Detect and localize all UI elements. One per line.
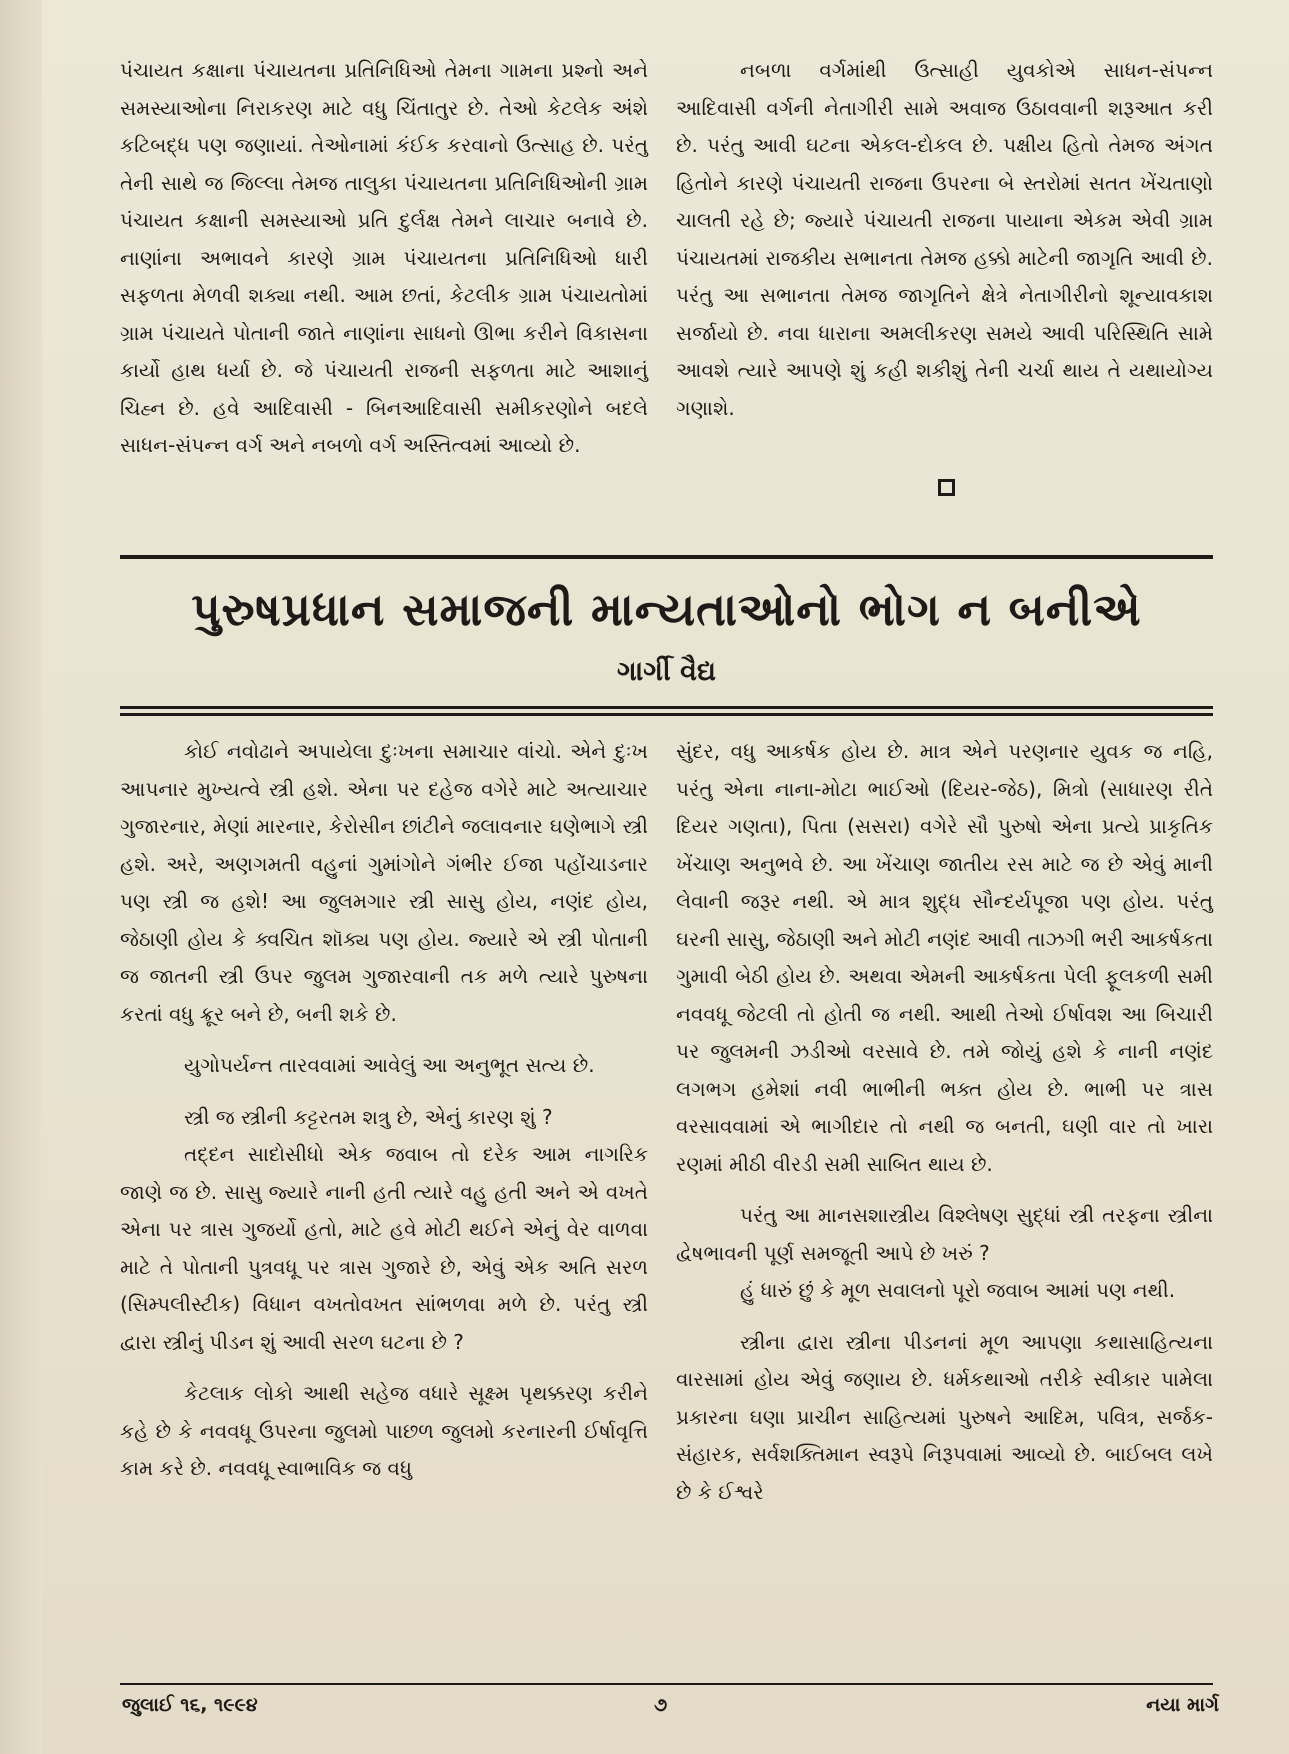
article-title: પુરુષપ્રધાન સમાજની માન્યતાઓનો ભોગ ન બનીએ xyxy=(191,583,1142,636)
paragraph: કોઈ નવોઢાને અપાયેલા દુઃખના સમાચાર વાંચો. એને દુઃખ આપનાર મુખ્યત્વે સ્ત્રી હશે. એના પર દહેજ વગેરે માટે અત્યાચાર ગુજારનાર, મેણાં મારનાર, કેરોસીન છાંટીને જલાવનાર ઘણેભાગે સ્ત્રી હશે. અરે, અણગમતી વહુનાં ગુમાંગોને ગંભીર ઈજા પહોંચાડનાર પણ સ્ત્રી જ હશે! આ જુલમગાર સ્ત્રી સાસુ હોય, નણંદ હોય, જેઠાણી હોય કે ક્વચિત શૉક્ય પણ હોય. જ્યારે એ સ્ત્રી પોતાની જ જાતની સ્ત્રી ઉપર જુલમ ગુજારવાની તક મળે ત્યારે પુરુષના કરતાં વધુ ક્રૂર બને છે, બની શકે છે. xyxy=(120,739,648,1026)
footer-page-number: ૭ xyxy=(654,1694,668,1716)
footer-magazine-name: નયા માર્ગ xyxy=(1146,1694,1219,1716)
article-right-column xyxy=(676,733,1213,1511)
footer-rule xyxy=(120,1683,1213,1685)
paragraph: સ્ત્રીના દ્વારા સ્ત્રીના પીડનનાં મૂળ આપણા કથાસાહિત્યના વારસામાં હોય એવું જણાય છે. ધર્મકથાઓ તરીકે સ્વીકાર પામેલા પ્રકારના ઘણા પ્રાચીન સાહિત્યમાં પુરુષને આદિમ, પવિત્ર, સર્જક-સંહારક, સર્વશક્તિમાન સ્વરૂપે નિરૂપવામાં આવ્યો છે. બાઈબલ લખે છે કે ઈશ્વરે xyxy=(676,1329,1213,1504)
paragraph: નબળા વર્ગમાંથી ઉત્સાહી યુવકોએ સાધન-સંપન્ન આદિવાસી વર્ગની નેતાગીરી સામે અવાજ ઉઠાવવાની શરૂઆત કરી છે. પરંતુ આવી ઘટના એકલ-દોકલ છે. પક્ષીય હિતો તેમજ અંગત હિતોને કારણે પંચાયતી રાજના ઉપરના બે સ્તરોમાં સતત ખેંચતાણો ચાલતી રહે છે; જ્યારે પંચાયતી રાજના પાયાના એકમ એવી ગ્રામ પંચાયતમાં રાજકીય સભાનતા તેમજ હક્કો માટેની જાગૃતિ આવી છે. પરંતુ આ સભાનતા તેમજ જાગૃતિને ક્ષેત્રે નેતાગીરીનો શૂન્યાવકાશ સર્જાયો છે. નવા ધારાના અમલીકરણ સમયે આવી પરિસ્થિતિ સામે આવશે ત્યારે આપણે શું કહી શકીશું તેની ચર્ચા થાય તે યથાયોગ્ય ગણાશે. xyxy=(676,58,1213,420)
article-end-mark xyxy=(938,479,955,496)
prev-article-left-column xyxy=(120,52,648,465)
paragraph: સ્ત્રી જ સ્ત્રીની કટ્ટરતમ શત્રુ છે, એનું કારણ શું ? xyxy=(184,1104,553,1129)
footer-date: જુલાઈ ૧૬, ૧૯૯૪ xyxy=(122,1694,258,1716)
prev-article-right-column xyxy=(676,52,1213,427)
article-left-column xyxy=(120,733,648,1488)
paragraph: કેટલાક લોકો આથી સહેજ વધારે સૂક્ષ્મ પૃથક્કરણ કરીને કહે છે કે નવવધૂ ઉપરના જુલમો પાછળ જુલમો કરનારની ઈર્ષાવૃત્તિ કામ કરે છે. નવવધૂ સ્વાભાવિક જ વધુ xyxy=(120,1381,648,1480)
title-rule-bottom xyxy=(120,706,1213,709)
paragraph: તદ્દન સાદોસીધો એક જવાબ તો દરેક આમ નાગરિક જાણે જ છે. સાસુ જ્યારે નાની હતી ત્યારે વહુ હતી અને એ વખતે એના પર ત્રાસ ગુજર્યો હતો, માટે હવે મોટી થઈને એનું વેર વાળવા માટે તે પોતાની પુત્રવધૂ પર ત્રાસ ગુજારે છે, એવું એક અતિ સરળ (સિમ્પલીસ્ટીક) વિધાન વખતોવખત સાંભળવા મળે છે. પરંતુ સ્ત્રી દ્વારા સ્ત્રીનું પીડન શું આવી સરળ ઘટના છે ? xyxy=(120,1142,648,1354)
article-author: ગાર્ગી વૈદ્ય xyxy=(616,656,717,687)
paragraph: પરંતુ આ માનસશાસ્ત્રીય વિશ્લેષણ સુદ્ધાં સ્ત્રી તરફના સ્ત્રીના દ્વેષભાવની પૂર્ણ સમજૂતી આપે છે ખરું ? xyxy=(676,1203,1213,1265)
paragraph: પંચાયત કક્ષાના પંચાયતના પ્રતિનિધિઓ તેમના ગામના પ્રશ્નો અને સમસ્યાઓના નિરાકરણ માટે વધુ ચિંતાતુર છે. તેઓ કેટલેક અંશે કટિબદ્ધ પણ જણાયાં. તેઓનામાં કંઈક કરવાનો ઉત્સાહ છે. પરંતુ તેની સાથે જ જિલ્લા તેમજ તાલુકા પંચાયતના પ્રતિનિધિઓની ગ્રામ પંચાયત કક્ષાની સમસ્યાઓ પ્રતિ દુર્લક્ષ તેમને લાચાર બનાવે છે. નાણાંના અભાવને કારણે ગ્રામ પંચાયતના પ્રતિનિધિઓ ધારી સફળતા મેળવી શક્યા નથી. આમ છતાં, કેટલીક ગ્રામ પંચાયતોમાં ગ્રામ પંચાયતે પોતાની જાતે નાણાંના સાધનો ઊભા કરીને વિકાસના કાર્યો હાથ ધર્યા છે. જે પંચાયતી રાજની સફળતા માટે આશાનું ચિહ્ન છે. હવે આદિવાસી - બિનઆદિવાસી સમીકરણોને બદલે સાધન-સંપન્ન વર્ગ અને નબળો વર્ગ અસ્તિત્વમાં આવ્યો છે. xyxy=(120,58,648,457)
paragraph: હું ધારું છું કે મૂળ સવાલનો પૂરો જવાબ આમાં પણ નથી. xyxy=(740,1278,1176,1302)
paragraph: યુગોપર્યન્ત તારવવામાં આવેલું આ અનુભૂત સત્ય છે. xyxy=(184,1053,595,1077)
paragraph: સુંદર, વધુ આકર્ષક હોય છે. માત્ર એને પરણનાર યુવક જ નહિ, પરંતુ એના નાના-મોટા ભાઈઓ (દિયર-જેઠ), મિત્રો (સાધારણ રીતે દિયર ગણતા), પિતા (સસરા) વગેરે સૌ પુરુષો એના પ્રત્યે પ્રાકૃતિક ખેંચાણ અનુભવે છે. આ ખેંચાણ જાતીય રસ માટે જ છે એવું માની લેવાની જરૂર નથી. એ માત્ર શુદ્ધ સૌન્દર્યપૂજા પણ હોય. પરંતુ ઘરની સાસુ, જેઠાણી અને મોટી નણંદ આવી તાઝગી ભરી આકર્ષકતા ગુમાવી બેઠી હોય છે. અથવા એમની આકર્ષકતા પેલી ફૂલકળી સમી નવવધૂ જેટલી તો હોતી જ નથી. આથી તેઓ ઈર્ષાવશ આ બિચારી પર જુલમની ઝડીઓ વરસાવે છે. તમે જોયું હશે કે નાની નણંદ લગભગ હમેશાં નવી ભાભીની ભક્ત હોય છે. ભાભી પર ત્રાસ વરસાવવામાં એ ભાગીદાર તો નથી જ બનતી, ઘણી વાર તો ખારા રણમાં મીઠી વીરડી સમી સાબિત થાય છે. xyxy=(676,739,1213,1176)
page-edge xyxy=(0,0,42,1754)
title-rule-bottom-double xyxy=(120,713,1213,716)
title-rule-top xyxy=(120,555,1213,559)
